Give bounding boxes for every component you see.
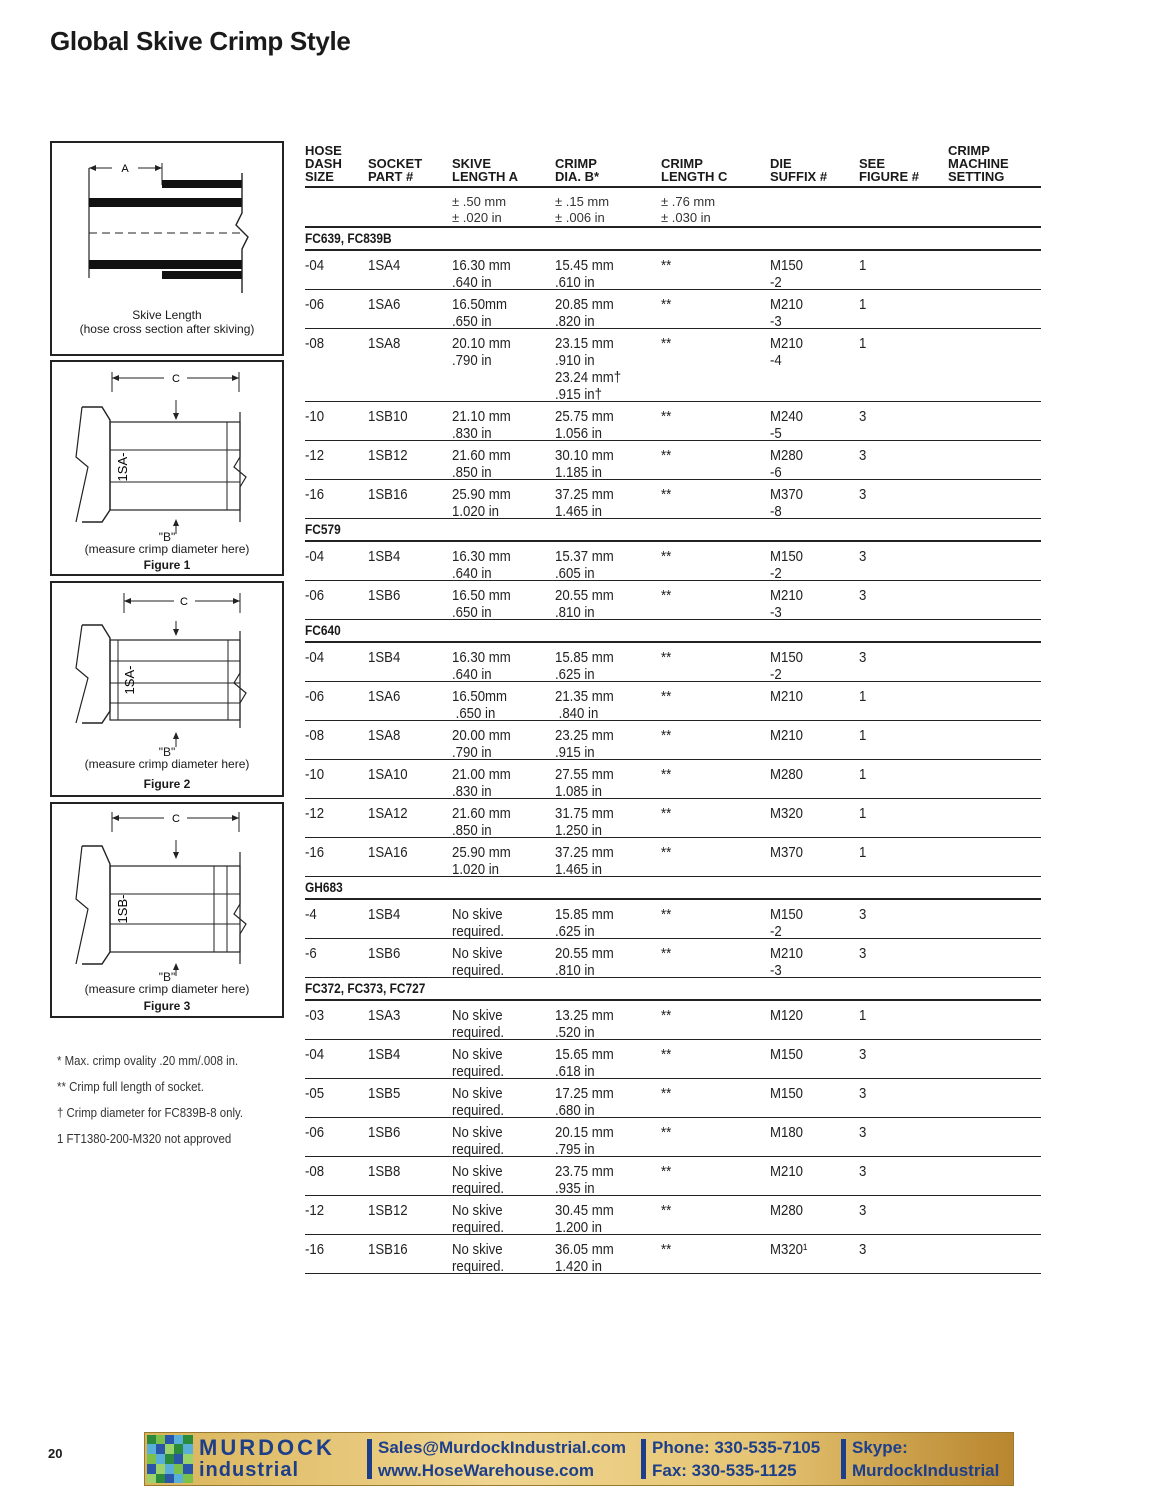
table-row [305, 682, 1041, 721]
divider [841, 1439, 846, 1479]
cell-die: M280 -6 [770, 447, 804, 481]
cell-skive: No skive required. [452, 945, 505, 979]
group-name: FC579 [305, 521, 341, 537]
cell-length: ** [661, 805, 672, 822]
cell-figure: 1 [859, 688, 867, 705]
cell-crimp: 15.65 mm .618 in [555, 1046, 614, 1080]
cell-skive: 21.60 mm .850 in [452, 447, 511, 481]
table-row [305, 1040, 1041, 1079]
cell-skive: 21.60 mm .850 in [452, 805, 511, 839]
cell-socket: 1SB4 [368, 1046, 401, 1063]
cell-die: M150 [770, 1046, 804, 1063]
cell-dash: -05 [305, 1085, 325, 1102]
dim-c-label: C [172, 813, 180, 825]
group-header [305, 519, 1041, 542]
cell-crimp: 20.55 mm .810 in [555, 587, 614, 621]
table-row [305, 838, 1041, 877]
cell-crimp: 37.25 mm 1.465 in [555, 486, 614, 520]
cell-skive: No skive required. [452, 1241, 505, 1275]
table-row [305, 290, 1041, 329]
cell-length: ** [661, 1241, 672, 1258]
tolerance-row [305, 188, 1041, 228]
cell-die: M210 -3 [770, 587, 804, 621]
figure-2-label: Figure 2 [143, 777, 191, 791]
cell-length: ** [661, 408, 672, 425]
cell-length: ** [661, 688, 672, 705]
cell-die: M210 [770, 1163, 804, 1180]
cell-dash: -12 [305, 1202, 325, 1219]
phone-text: Phone: 330-535-7105 [652, 1438, 821, 1457]
cell-socket: 1SA3 [368, 1007, 401, 1024]
brand-murdock: MURDOCK [199, 1435, 335, 1460]
cell-skive: 16.50 mm .650 in [452, 587, 511, 621]
cell-socket: 1SA6 [368, 688, 401, 705]
cell-skive: No skive required. [452, 1163, 505, 1197]
figure-1 [50, 360, 284, 576]
cell-socket: 1SB6 [368, 587, 401, 604]
tolerance-crimp: ± .15 mm ± .006 in [555, 194, 610, 225]
measure-caption: (measure crimp diameter here) [84, 542, 250, 556]
cell-socket: 1SB4 [368, 649, 401, 666]
socket-marking: 1SA- [115, 452, 130, 482]
cell-crimp: 23.25 mm .915 in [555, 727, 614, 761]
cell-dash: -04 [305, 548, 325, 565]
page-title: Global Skive Crimp Style [50, 26, 351, 56]
cell-figure: 3 [859, 1124, 867, 1141]
cell-crimp: 37.25 mm 1.465 in [555, 844, 614, 878]
dim-c-label: C [172, 373, 180, 385]
figure-3 [50, 802, 284, 1018]
group-name: FC639, FC839B [305, 230, 392, 246]
cell-figure: 1 [859, 335, 867, 352]
group-name: GH683 [305, 879, 343, 895]
cell-figure: 3 [859, 945, 867, 962]
cell-length: ** [661, 587, 672, 604]
table-row [305, 1157, 1041, 1196]
header-skive-length: SKIVE LENGTH A [452, 156, 518, 184]
cell-crimp: 17.25 mm .680 in [555, 1085, 614, 1119]
cell-socket: 1SB8 [368, 1163, 401, 1180]
cell-crimp: 31.75 mm 1.250 in [555, 805, 614, 839]
cell-die: M180 [770, 1124, 804, 1141]
cell-die: M370 -8 [770, 486, 804, 520]
table-row [305, 329, 1041, 402]
header-socket-part: SOCKET PART # [368, 156, 423, 184]
cell-dash: -16 [305, 486, 325, 503]
cell-die: M210 -3 [770, 945, 804, 979]
table-row [305, 1001, 1041, 1040]
website-link[interactable]: www.HoseWarehouse.com [378, 1461, 595, 1480]
cell-length: ** [661, 1007, 672, 1024]
cell-dash: -06 [305, 296, 325, 313]
cell-length: ** [661, 844, 672, 861]
cell-figure: 3 [859, 447, 867, 464]
cell-socket: 1SA8 [368, 727, 401, 744]
cell-skive: 16.50mm .650 in [452, 296, 508, 330]
cell-crimp: 21.35 mm .840 in [555, 688, 614, 722]
group-header [305, 228, 1041, 251]
cell-skive: 20.10 mm .790 in [452, 335, 511, 369]
table-row [305, 939, 1041, 978]
cell-length: ** [661, 1163, 672, 1180]
cell-crimp: 15.85 mm .625 in [555, 906, 614, 940]
cell-length: ** [661, 486, 672, 503]
cell-length: ** [661, 296, 672, 313]
table-row [305, 1196, 1041, 1235]
cell-dash: -16 [305, 1241, 325, 1258]
cell-crimp: 30.10 mm 1.185 in [555, 447, 614, 481]
table-row [305, 441, 1041, 480]
cell-length: ** [661, 1202, 672, 1219]
cell-die: M150 -2 [770, 548, 804, 582]
table-row [305, 402, 1041, 441]
cell-length: ** [661, 1124, 672, 1141]
cell-figure: 3 [859, 1085, 867, 1102]
table-row [305, 542, 1041, 581]
cell-dash: -6 [305, 945, 317, 962]
cell-die: M320¹ [770, 1241, 808, 1258]
divider [641, 1439, 646, 1479]
cell-skive: No skive required. [452, 1046, 505, 1080]
cell-socket: 1SB12 [368, 447, 408, 464]
group-name: FC640 [305, 622, 341, 638]
footnote: 1 FT1380-200-M320 not approved [57, 1131, 232, 1146]
group-header [305, 620, 1041, 643]
dim-a-label: A [121, 163, 129, 175]
cell-length: ** [661, 1085, 672, 1102]
cell-crimp: 23.15 mm .910 in 23.24 mm† .915 in† [555, 335, 622, 403]
cell-die: M150 -2 [770, 257, 804, 291]
table-row [305, 1079, 1041, 1118]
cell-socket: 1SA12 [368, 805, 408, 822]
cell-die: M150 [770, 1085, 804, 1102]
cell-dash: -12 [305, 805, 325, 822]
cell-figure: 3 [859, 587, 867, 604]
cell-skive: 16.50mm .650 in [452, 688, 508, 722]
cell-crimp: 20.15 mm .795 in [555, 1124, 614, 1158]
table-row [305, 1118, 1041, 1157]
table-header [305, 140, 1041, 188]
skype-label: Skype: [852, 1438, 908, 1457]
cell-figure: 1 [859, 727, 867, 744]
cell-crimp: 36.05 mm 1.420 in [555, 1241, 614, 1275]
cell-skive: 16.30 mm .640 in [452, 257, 511, 291]
table-row [305, 480, 1041, 519]
cell-dash: -08 [305, 335, 325, 352]
socket-marking: 1SA- [122, 665, 137, 695]
table-row [305, 643, 1041, 682]
mosaic-logo-icon [147, 1435, 193, 1483]
cell-socket: 1SB10 [368, 408, 408, 425]
cell-die: M240 -5 [770, 408, 804, 442]
cell-die: M280 [770, 766, 804, 783]
header-crimp-dia: CRIMP DIA. B* [555, 156, 600, 184]
cell-length: ** [661, 945, 672, 962]
cell-crimp: 20.55 mm .810 in [555, 945, 614, 979]
cell-figure: 1 [859, 805, 867, 822]
group-header [305, 978, 1041, 1001]
cell-skive: 20.00 mm .790 in [452, 727, 511, 761]
cell-die: M150 -2 [770, 906, 804, 940]
cell-figure: 3 [859, 548, 867, 565]
cell-figure: 3 [859, 486, 867, 503]
murdock-banner [144, 1432, 1014, 1486]
cell-figure: 1 [859, 844, 867, 861]
header-machine-setting: CRIMP MACHINE SETTING [948, 143, 1009, 184]
cell-die: M370 [770, 844, 804, 861]
cell-skive: 16.30 mm .640 in [452, 649, 511, 683]
cell-dash: -12 [305, 447, 325, 464]
header-see-figure: SEE FIGURE # [859, 156, 919, 184]
cell-die: M210 [770, 688, 804, 705]
cell-die: M320 [770, 805, 804, 822]
measure-caption: (measure crimp diameter here) [84, 982, 250, 996]
skive-length-figure [50, 141, 284, 356]
cell-die: M120 [770, 1007, 804, 1024]
cell-figure: 3 [859, 1046, 867, 1063]
cell-dash: -06 [305, 688, 325, 705]
table-row [305, 581, 1041, 620]
cell-socket: 1SB16 [368, 1241, 408, 1258]
measure-caption: (measure crimp diameter here) [84, 757, 250, 771]
cell-skive: No skive required. [452, 1007, 505, 1041]
cell-die: M210 [770, 727, 804, 744]
cell-skive: 21.00 mm .830 in [452, 766, 511, 800]
cell-crimp: 15.37 mm .605 in [555, 548, 614, 582]
cell-socket: 1SA4 [368, 257, 401, 274]
cell-socket: 1SB6 [368, 1124, 401, 1141]
header-die-suffix: DIE SUFFIX # [770, 156, 828, 184]
table-row [305, 799, 1041, 838]
cell-die: M210 -3 [770, 296, 804, 330]
footnotes [57, 1048, 243, 1152]
cell-socket: 1SB4 [368, 548, 401, 565]
cell-socket: 1SA10 [368, 766, 408, 783]
dim-c-label: C [180, 596, 188, 608]
figure-1-label: Figure 1 [143, 558, 191, 572]
tolerance-length: ± .76 mm ± .030 in [661, 194, 716, 225]
cell-figure: 1 [859, 257, 867, 274]
cell-dash: -16 [305, 844, 325, 861]
header-crimp-length: CRIMP LENGTH C [661, 156, 728, 184]
b-label: "B" [158, 970, 176, 984]
fax-text: Fax: 330-535-1125 [652, 1461, 797, 1480]
cell-socket: 1SB16 [368, 486, 408, 503]
cell-socket: 1SB5 [368, 1085, 401, 1102]
group-name: FC372, FC373, FC727 [305, 980, 426, 996]
b-label: "B" [158, 530, 176, 544]
cell-figure: 3 [859, 1241, 867, 1258]
cell-crimp: 27.55 mm 1.085 in [555, 766, 614, 800]
cell-skive: No skive required. [452, 1202, 505, 1236]
cell-crimp: 15.85 mm .625 in [555, 649, 614, 683]
cell-crimp: 15.45 mm .610 in [555, 257, 614, 291]
brand-industrial: industrial [199, 1459, 300, 1481]
socket-marking: 1SB- [115, 894, 130, 924]
cell-crimp: 30.45 mm 1.200 in [555, 1202, 614, 1236]
cell-crimp: 20.85 mm .820 in [555, 296, 614, 330]
cell-dash: -10 [305, 766, 325, 783]
tolerance-skive: ± .50 mm ± .020 in [452, 194, 507, 225]
cell-length: ** [661, 447, 672, 464]
skive-caption-1: Skive Length [132, 308, 202, 322]
cell-dash: -04 [305, 649, 325, 666]
cell-skive: 25.90 mm 1.020 in [452, 844, 511, 878]
cell-figure: 1 [859, 766, 867, 783]
footnote: ** Crimp full length of socket. [57, 1079, 204, 1094]
figure-2 [50, 581, 284, 797]
skype-id[interactable]: MurdockIndustrial [852, 1461, 1000, 1480]
cell-figure: 3 [859, 649, 867, 666]
email-link[interactable]: Sales@MurdockIndustrial.com [378, 1438, 627, 1457]
skive-caption-2: (hose cross section after skiving) [79, 322, 255, 336]
cell-dash: -06 [305, 1124, 325, 1141]
cell-dash: -04 [305, 1046, 325, 1063]
cell-figure: 3 [859, 408, 867, 425]
table-row [305, 721, 1041, 760]
cell-dash: -08 [305, 727, 325, 744]
cell-socket: 1SA6 [368, 296, 401, 313]
cell-crimp: 13.25 mm .520 in [555, 1007, 614, 1041]
cell-die: M280 [770, 1202, 804, 1219]
cell-socket: 1SB12 [368, 1202, 408, 1219]
cell-skive: No skive required. [452, 1124, 505, 1158]
crimp-spec-table [305, 140, 1041, 1274]
page-number: 20 [48, 1446, 63, 1461]
cell-dash: -06 [305, 587, 325, 604]
cell-skive: No skive required. [452, 906, 505, 940]
figure-3-label: Figure 3 [143, 999, 191, 1013]
cell-length: ** [661, 766, 672, 783]
table-row [305, 900, 1041, 939]
cell-dash: -08 [305, 1163, 325, 1180]
cell-length: ** [661, 335, 672, 352]
table-row [305, 760, 1041, 799]
cell-socket: 1SA8 [368, 335, 401, 352]
cell-socket: 1SA16 [368, 844, 408, 861]
cell-die: M150 -2 [770, 649, 804, 683]
cell-figure: 1 [859, 296, 867, 313]
cell-skive: No skive required. [452, 1085, 505, 1119]
cell-die: M210 -4 [770, 335, 804, 369]
cell-length: ** [661, 1046, 672, 1063]
table-body [305, 228, 1041, 1274]
cell-length: ** [661, 649, 672, 666]
cell-skive: 16.30 mm .640 in [452, 548, 511, 582]
cell-crimp: 23.75 mm .935 in [555, 1163, 614, 1197]
cell-crimp: 25.75 mm 1.056 in [555, 408, 614, 442]
header-dash-size: HOSE DASH SIZE [305, 143, 342, 184]
cell-dash: -4 [305, 906, 317, 923]
table-row [305, 251, 1041, 290]
cell-dash: -04 [305, 257, 325, 274]
cell-skive: 25.90 mm 1.020 in [452, 486, 511, 520]
cell-socket: 1SB6 [368, 945, 401, 962]
cell-figure: 3 [859, 1163, 867, 1180]
cell-figure: 1 [859, 1007, 867, 1024]
cell-length: ** [661, 727, 672, 744]
cell-socket: 1SB4 [368, 906, 401, 923]
cell-length: ** [661, 548, 672, 565]
group-header [305, 877, 1041, 900]
cell-figure: 3 [859, 1202, 867, 1219]
footnote: † Crimp diameter for FC839B-8 only. [57, 1105, 244, 1120]
cell-dash: -10 [305, 408, 325, 425]
divider [367, 1439, 372, 1479]
cell-length: ** [661, 257, 672, 274]
cell-skive: 21.10 mm .830 in [452, 408, 511, 442]
table-row [305, 1235, 1041, 1274]
footnote: * Max. crimp ovality .20 mm/.008 in. [57, 1053, 239, 1068]
cell-figure: 3 [859, 906, 867, 923]
cell-dash: -03 [305, 1007, 325, 1024]
cell-length: ** [661, 906, 672, 923]
b-label: "B" [158, 745, 176, 759]
